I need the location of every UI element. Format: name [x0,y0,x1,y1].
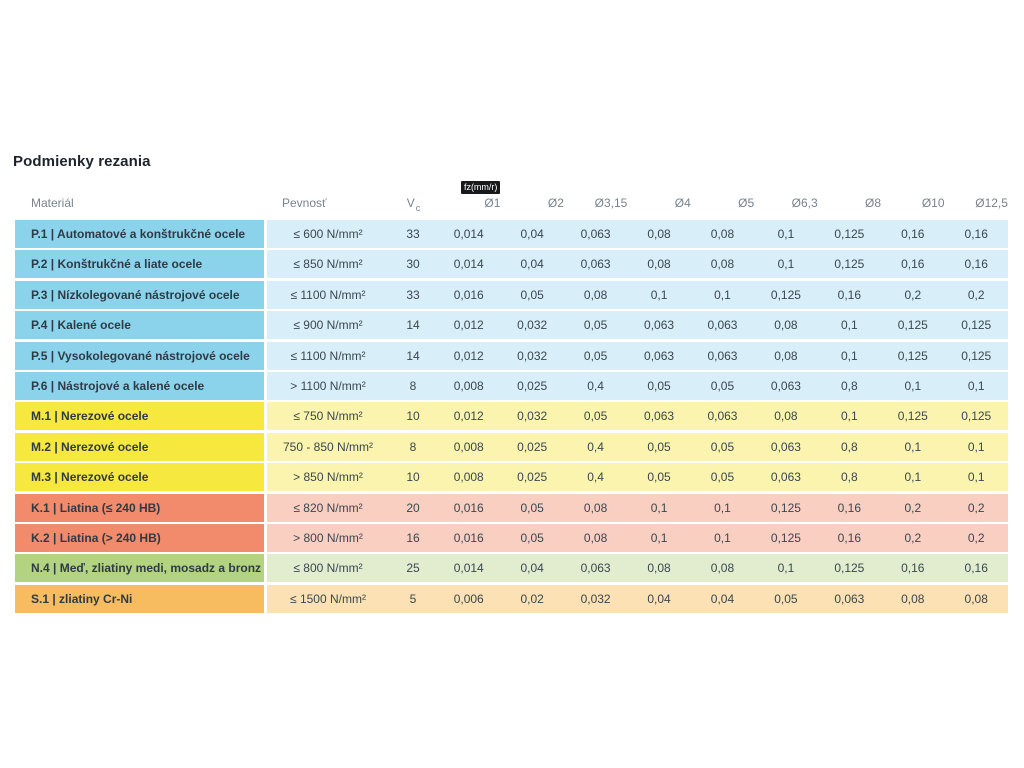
table-row [15,281,1008,309]
vc-cell: 8 [409,439,417,454]
row-values-region [267,250,1008,278]
row-values-region [267,524,1008,552]
material-cell: P.2 | Konštrukčné a liate ocele [15,250,264,278]
feed-value-cell: 0,1 [967,439,985,454]
feed-value-cell: 0,032 [517,409,548,424]
vc-cell: 5 [409,591,417,606]
feed-value-cell: 0,1 [967,378,985,393]
feed-value-cell: 0,2 [904,287,922,302]
feed-value-cell: 0,1 [714,500,731,515]
feed-value-cell: 0,05 [710,378,735,393]
feed-value-cell: 0,063 [770,439,801,454]
feed-value-cell: 0,125 [834,227,865,241]
strength-cell: ≤ 1100 N/mm² [290,287,366,302]
material-cell: K.1 | Liatina (≤ 240 HB) [15,494,264,522]
feed-value-cell: 0,012 [453,409,484,424]
feed-value-cell: 0,006 [453,591,484,606]
material-cell: S.1 | zliatiny Cr-Ni [15,585,264,613]
feed-value-cell: 0,05 [647,470,671,485]
vc-cell: 30 [406,257,420,272]
header-diameter-label: Ø5 [738,196,755,210]
feed-value-cell: 0,08 [583,530,608,545]
table-row [15,311,1008,339]
row-values-region [267,311,1008,339]
material-cell: N.4 | Meď, zliatiny medi, mosadz a bronz [15,554,264,582]
feed-value-cell: 0,125 [834,257,865,272]
table-header-row [15,181,1008,213]
feed-value-cell: 0,125 [961,409,992,424]
feed-value-cell: 0,125 [897,318,928,333]
feed-value-cell: 0,8 [841,439,858,454]
table-row [15,494,1008,522]
feed-value-cell: 0,063 [834,591,865,606]
header-diameter [945,181,1008,213]
feed-value-cell: 0,08 [647,227,671,241]
feed-value-cell: 0,063 [644,318,675,333]
cutting-conditions-table [15,181,1008,615]
feed-value-cell: 0,4 [587,470,604,485]
feed-value-cell: 0,4 [587,439,604,454]
vc-cell: 10 [406,470,420,485]
feed-value-cell: 0,08 [774,409,798,424]
feed-value-cell: 0,08 [583,500,608,515]
feed-value-cell: 0,8 [841,470,858,485]
row-values-region [267,463,1008,491]
feed-value-cell: 0,4 [587,378,604,393]
feed-value-cell: 0,016 [453,287,484,302]
material-cell: P.1 | Automatové a konštrukčné ocele [15,220,264,248]
vc-cell: 8 [409,378,417,393]
feed-value-cell: 0,08 [583,287,608,302]
feed-value-cell: 0,125 [834,561,865,576]
feed-value-cell: 0,063 [580,227,611,241]
feed-value-cell: 0,1 [777,561,795,576]
strength-cell: > 1100 N/mm² [290,378,366,393]
feed-value-cell: 0,063 [770,378,801,393]
feed-value-cell: 0,1 [904,439,922,454]
header-diameter-label: Ø12,5 [975,196,1008,210]
feed-value-cell: 0,08 [774,318,798,333]
feed-value-cell: 0,16 [901,561,925,576]
vc-cell: 14 [406,318,420,333]
feed-value-cell: 0,125 [961,348,992,363]
feed-value-cell: 0,1 [841,348,858,363]
header-diameter [818,181,881,213]
feed-value-cell: 0,012 [453,348,484,363]
vc-cell: 14 [406,348,420,363]
header-diameter [881,181,944,213]
header-diameter [437,181,500,213]
row-values-region [267,433,1008,461]
feed-value-cell: 0,05 [710,470,735,485]
feed-value-cell: 0,08 [710,257,735,272]
feed-value-cell: 0,008 [453,378,484,393]
feed-value-cell: 0,2 [967,500,985,515]
feed-value-cell: 0,16 [901,257,925,272]
feed-value-cell: 0,125 [770,500,801,515]
table-row [15,463,1008,491]
vc-cell: 16 [406,530,420,545]
feed-value-cell: 0,014 [453,227,484,241]
header-light-region [267,181,1008,213]
feed-value-cell: 0,2 [967,530,985,545]
feed-value-cell: 0,014 [453,561,484,576]
feed-value-cell: 0,125 [897,409,928,424]
row-values-region [267,372,1008,400]
feed-value-cell: 0,008 [453,439,484,454]
feed-value-cell: 0,16 [964,227,988,241]
header-diameter-label: Ø2 [547,196,564,210]
feed-value-cell: 0,05 [583,318,608,333]
feed-value-cell: 0,08 [710,227,735,241]
feed-value-cell: 0,05 [520,530,544,545]
material-cell: P.4 | Kalené ocele [15,311,264,339]
feed-value-cell: 0,05 [583,348,608,363]
header-diameter-label: Ø4 [674,196,691,210]
feed-value-cell: 0,1 [650,287,668,302]
row-values-region [267,494,1008,522]
header-diameter [627,181,690,213]
feed-value-cell: 0,063 [707,318,738,333]
feed-value-cell: 0,05 [647,439,671,454]
feed-value-cell: 0,032 [580,591,611,606]
feed-value-cell: 0,08 [964,591,988,606]
vc-cell: 20 [406,500,420,515]
feed-value-cell: 0,2 [904,500,922,515]
feed-value-cell: 0,08 [901,591,925,606]
feed-value-cell: 0,05 [647,378,671,393]
feed-value-cell: 0,063 [770,470,801,485]
header-strength: Pevnosť [282,196,327,210]
vc-cell: 33 [406,287,420,302]
feed-value-cell: 0,1 [967,470,985,485]
page-title: Podmienky rezania [13,153,151,170]
table-row [15,585,1008,613]
feed-value-cell: 0,08 [710,561,735,576]
table-row [15,402,1008,430]
feed-value-cell: 0,8 [841,378,858,393]
feed-value-cell: 0,016 [453,500,484,515]
feed-value-cell: 0,125 [961,318,992,333]
feed-value-cell: 0,063 [580,561,611,576]
feed-value-cell: 0,025 [517,439,548,454]
strength-cell: ≤ 800 N/mm² [293,561,363,576]
vc-cell: 25 [406,561,420,576]
header-diameter [500,181,563,213]
table-row [15,433,1008,461]
table-row [15,342,1008,370]
table-row [15,220,1008,248]
vc-subscript: c [415,203,421,213]
vc-cell: 10 [406,409,420,424]
feed-value-cell: 0,2 [904,530,922,545]
feed-value-cell: 0,012 [453,318,484,333]
feed-value-cell: 0,1 [650,530,668,545]
feed-value-cell: 0,063 [707,409,738,424]
strength-cell: > 800 N/mm² [293,530,363,545]
feed-value-cell: 0,063 [644,348,675,363]
feed-value-cell: 0,08 [774,348,798,363]
header-diameter-label: Ø10 [921,196,945,210]
header-diameter [691,181,754,213]
header-diameter [564,181,627,213]
feed-value-cell: 0,04 [710,591,735,606]
strength-cell: ≤ 850 N/mm² [293,257,363,272]
feed-value-cell: 0,16 [964,257,988,272]
header-vc [389,181,437,213]
feed-value-cell: 0,02 [520,591,544,606]
feed-value-cell: 0,16 [964,561,988,576]
table-row [15,554,1008,582]
feed-value-cell: 0,1 [841,409,858,424]
material-cell: P.6 | Nástrojové a kalené ocele [15,372,264,400]
feed-value-cell: 0,1 [650,500,668,515]
feed-value-cell: 0,04 [520,227,544,241]
feed-value-cell: 0,04 [520,257,544,272]
feed-value-cell: 0,025 [517,470,548,485]
feed-value-cell: 0,1 [841,318,858,333]
feed-value-cell: 0,032 [517,348,548,363]
table-row [15,524,1008,552]
row-values-region [267,554,1008,582]
material-cell: K.2 | Liatina (> 240 HB) [15,524,264,552]
feed-value-cell: 0,16 [837,530,862,545]
feed-value-cell: 0,1 [904,470,922,485]
material-cell: M.3 | Nerezové ocele [15,463,264,491]
strength-cell: ≤ 900 N/mm² [293,318,363,333]
feed-value-cell: 0,1 [777,227,795,241]
feed-value-cell: 0,16 [837,500,862,515]
feed-value-cell: 0,063 [644,409,675,424]
feed-value-cell: 0,016 [453,530,484,545]
feed-value-cell: 0,008 [453,470,484,485]
feed-value-cell: 0,05 [583,409,608,424]
row-values-region [267,402,1008,430]
vc-symbol: V [406,196,415,210]
feed-value-cell: 0,125 [897,348,928,363]
strength-cell: ≤ 820 N/mm² [293,500,363,515]
vc-cell: 33 [406,227,420,241]
feed-value-cell: 0,014 [453,257,484,272]
feed-value-cell: 0,125 [770,530,801,545]
feed-value-cell: 0,025 [517,378,548,393]
header-diameter [754,181,817,213]
material-cell: M.2 | Nerezové ocele [15,433,264,461]
strength-cell: 750 - 850 N/mm² [282,439,374,454]
row-values-region [267,342,1008,370]
feed-value-cell: 0,1 [904,378,922,393]
strength-cell: ≤ 1100 N/mm² [290,348,366,363]
header-diameter-label: Ø6,3 [791,196,818,210]
feed-value-cell: 0,2 [967,287,985,302]
table-row [15,250,1008,278]
material-cell: P.5 | Vysokolegované nástrojové ocele [15,342,264,370]
feed-value-cell: 0,05 [774,591,798,606]
feed-value-cell: 0,032 [517,318,548,333]
feed-value-cell: 0,05 [520,500,544,515]
feed-value-cell: 0,125 [770,287,801,302]
row-values-region [267,220,1008,248]
row-values-region [267,585,1008,613]
feed-value-cell: 0,04 [520,561,544,576]
material-cell: M.1 | Nerezové ocele [15,402,264,430]
feed-value-cell: 0,16 [901,227,925,241]
table-row [15,372,1008,400]
header-diameter-label: Ø1 [484,196,501,210]
feed-value-cell: 0,1 [714,287,731,302]
strength-cell: ≤ 600 N/mm² [293,227,363,241]
feed-value-cell: 0,063 [580,257,611,272]
feed-value-cell: 0,08 [647,257,671,272]
row-values-region [267,281,1008,309]
feed-value-cell: 0,05 [710,439,735,454]
header-material: Materiál [31,196,74,210]
feed-value-cell: 0,05 [520,287,544,302]
feed-value-cell: 0,1 [714,530,731,545]
strength-cell: ≤ 750 N/mm² [293,409,363,424]
strength-cell: ≤ 1500 N/mm² [290,591,366,606]
header-diameter-label: Ø8 [865,196,882,210]
material-cell: P.3 | Nízkolegované nástrojové ocele [15,281,264,309]
feed-value-cell: 0,063 [707,348,738,363]
strength-cell: > 850 N/mm² [293,470,363,485]
feed-value-cell: 0,04 [647,591,671,606]
feed-value-cell: 0,08 [647,561,671,576]
header-diameter-label: Ø3,15 [594,196,628,210]
feed-value-cell: 0,1 [777,257,795,272]
feed-value-cell: 0,16 [837,287,862,302]
fz-unit-badge: fz(mm/r) [461,181,501,194]
